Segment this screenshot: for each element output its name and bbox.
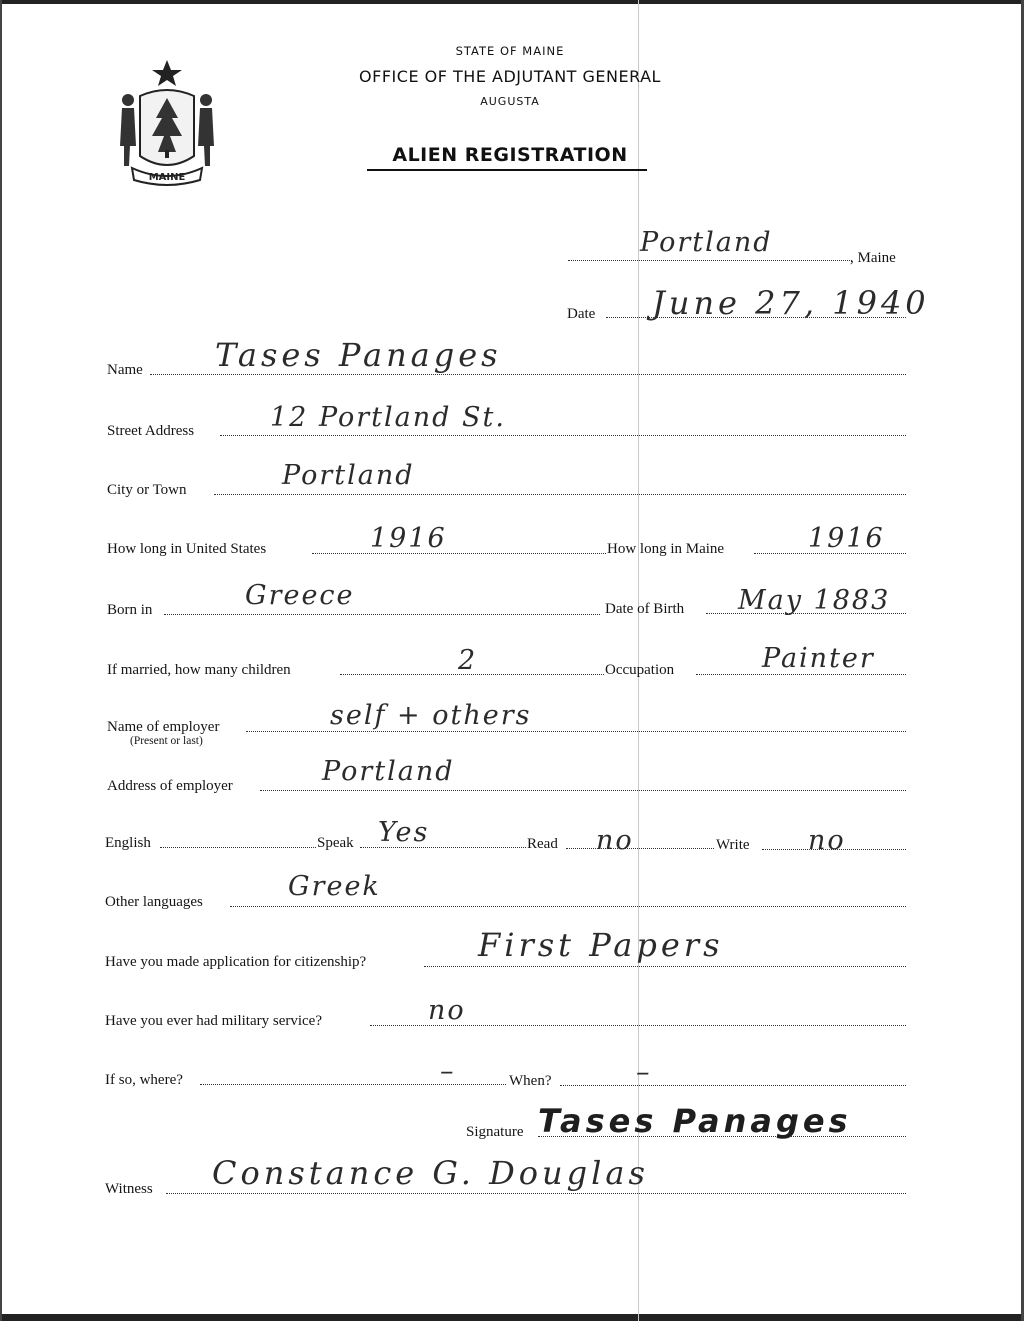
signature-label: Signature	[466, 1124, 524, 1140]
military-label: Have you ever had military service?	[105, 1013, 322, 1029]
born-in-line	[164, 614, 600, 615]
us-years-label: How long in United States	[107, 541, 267, 557]
speak-entry: Yes	[378, 817, 430, 848]
read-label: Read	[527, 836, 558, 852]
employer-line	[246, 731, 906, 732]
other-languages-entry: Greek	[288, 871, 381, 902]
citizenship-label: Have you made application for citizenship?	[105, 954, 367, 970]
employer-address-entry: Portland	[322, 756, 455, 787]
maine-years-label: How long in Maine	[607, 541, 725, 557]
city-town-label: City or Town	[107, 482, 187, 498]
write-label: Write	[716, 837, 750, 853]
street-label: Street Address	[107, 423, 195, 439]
other-languages-label: Other languages	[105, 894, 203, 910]
employer-label: Name of employer	[107, 719, 220, 735]
where-label: If so, where?	[105, 1072, 183, 1088]
employer-address-line	[260, 790, 906, 791]
speak-label: Speak	[317, 835, 354, 851]
place-line	[568, 260, 852, 261]
where-line	[200, 1084, 506, 1085]
english-line	[160, 847, 316, 848]
name-entry: Tases Panages	[215, 336, 502, 374]
scan-border-top	[0, 0, 1024, 4]
place-entry: Portland	[640, 227, 773, 258]
citizenship-entry: First Papers	[478, 926, 724, 964]
scan-border-bottom	[0, 1314, 1024, 1321]
where-entry: –	[440, 1056, 456, 1087]
us-years-entry: 1916	[370, 523, 447, 554]
read-line	[566, 848, 714, 849]
street-line	[220, 435, 906, 436]
header-state: STATE OF MAINE	[455, 44, 565, 58]
witness-label: Witness	[105, 1181, 153, 1197]
born-in-label: Born in	[107, 602, 153, 618]
when-entry: –	[636, 1057, 652, 1088]
born-in-entry: Greece	[245, 580, 355, 611]
dob-label: Date of Birth	[605, 601, 685, 617]
employer-entry: self + others	[330, 700, 532, 731]
title-underline	[367, 169, 647, 171]
employer-note: (Present or last)	[130, 735, 203, 747]
employer-address-label: Address of employer	[107, 778, 233, 794]
witness-entry: Constance G. Douglas	[212, 1154, 649, 1192]
when-label: When?	[509, 1073, 552, 1089]
scan-border-left	[0, 0, 2, 1321]
occupation-entry: Painter	[762, 643, 875, 674]
children-entry: 2	[458, 645, 478, 676]
maine-label: , Maine	[850, 250, 896, 266]
when-line	[560, 1085, 906, 1086]
street-entry: 12 Portland St.	[270, 402, 506, 433]
children-label: If married, how many children	[107, 662, 291, 678]
english-label: English	[105, 835, 151, 851]
signature-entry: Tases Panages	[538, 1102, 852, 1140]
write-entry: no	[808, 825, 846, 856]
witness-line	[166, 1193, 906, 1194]
dob-entry: May 1883	[738, 585, 891, 616]
date-label: Date	[567, 306, 596, 322]
us-years-line	[312, 553, 606, 554]
date-entry: June 27, 1940	[652, 284, 930, 322]
other-languages-line	[230, 906, 906, 907]
seal-banner-text: MAINE	[148, 172, 186, 183]
citizenship-line	[424, 966, 906, 967]
maine-years-entry: 1916	[808, 523, 885, 554]
header-city: AUGUSTA	[480, 95, 540, 108]
header-office: OFFICE OF THE ADJUTANT GENERAL	[359, 67, 661, 86]
occupation-line	[696, 674, 906, 675]
city-town-entry: Portland	[282, 460, 415, 491]
read-entry: no	[596, 825, 634, 856]
military-entry: no	[428, 995, 466, 1026]
city-town-line	[214, 494, 906, 495]
name-line	[150, 374, 906, 375]
name-label: Name	[107, 362, 143, 378]
page-title: ALIEN REGISTRATION	[392, 144, 628, 166]
maine-state-seal-icon	[112, 56, 222, 186]
occupation-label: Occupation	[605, 662, 675, 678]
